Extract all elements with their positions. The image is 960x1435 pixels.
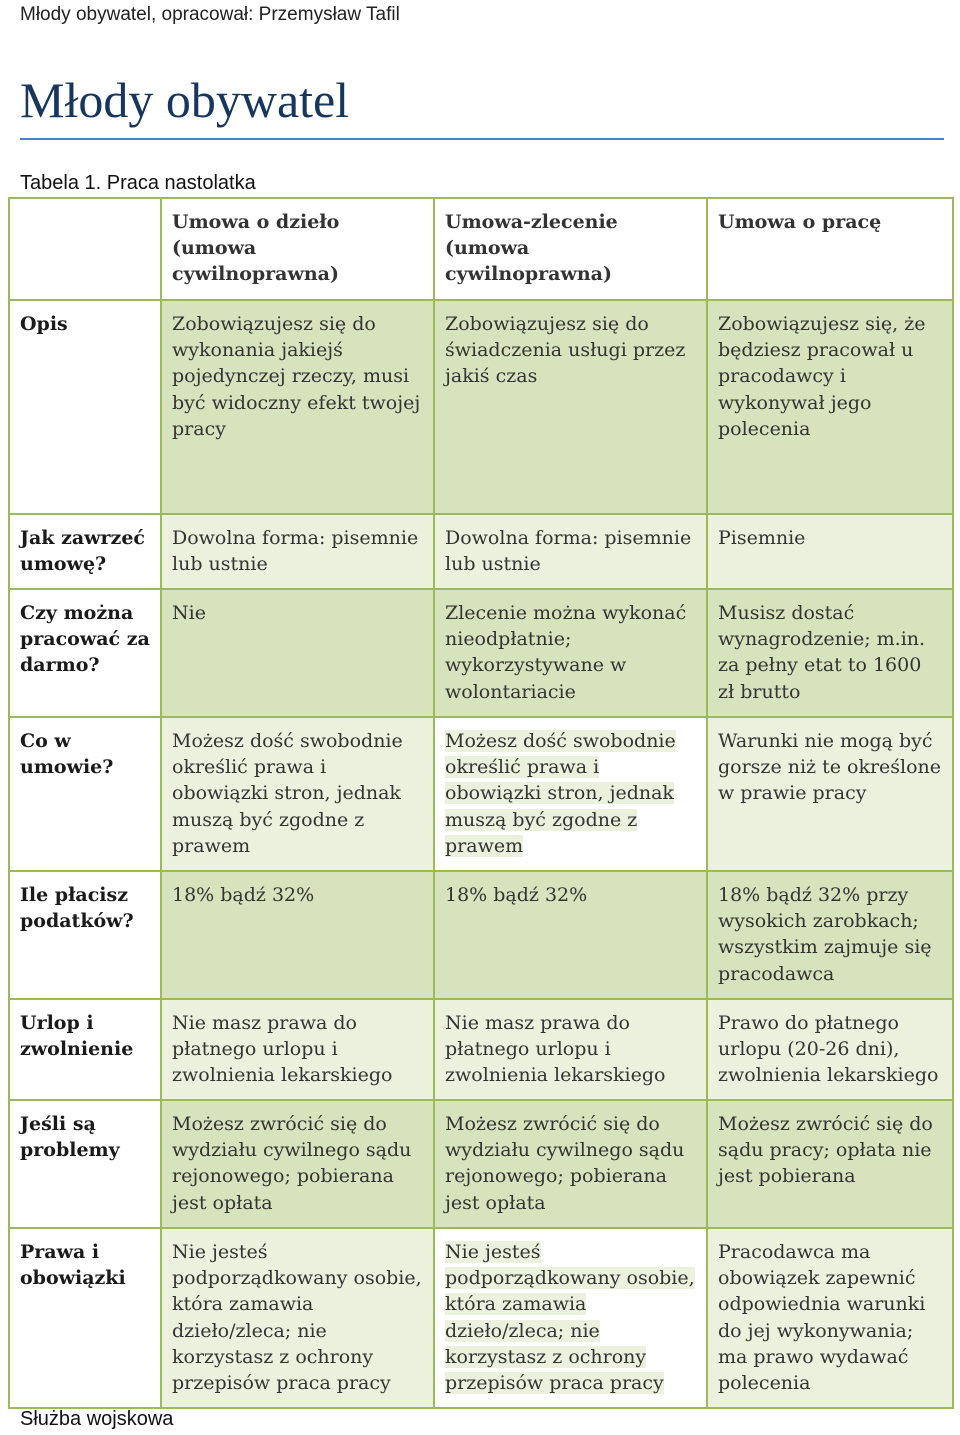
table-row-prawa: [9, 1228, 953, 1408]
row-header-opis: Opis: [9, 300, 161, 514]
cell-opis-praca: Zobowiązujesz się, że będziesz pracował u pracodawcy i wykonywał jego polecenia: [707, 300, 953, 514]
cell-prawa-zlecenie-text: Nie jesteś podporządkowany osobie, która zamawia dzieło/zleca; nie korzystasz z ochrony przepisów praca pracy: [445, 1241, 695, 1395]
row-header-jak-zawrzec: Jak zawrzeć umowę?: [9, 514, 161, 589]
cell-zawrzec-dzielo: Dowolna forma: pisemnie lub ustnie: [161, 514, 434, 589]
table-header-row: [9, 198, 953, 300]
next-section-heading: Służba wojskowa: [20, 1408, 174, 1430]
cell-opis-dzielo: Zobowiązujesz się do wykonania jakiejś pojedynczej rzeczy, musi być widoczny efekt twojej pracy: [161, 300, 434, 514]
cell-umowa-dzielo: Możesz dość swobodnie określić prawa i obowiązki stron, jednak muszą być zgodne z prawem: [161, 717, 434, 871]
cell-urlop-praca: Prawo do płatnego urlopu (20-26 dni), zwolnienia lekarskiego: [707, 999, 953, 1100]
column-header-umowa-o-dzielo: Umowa o dzieło (umowa cywilnoprawna): [161, 198, 434, 300]
cell-umowa-zlecenie-text: Możesz dość swobodnie określić prawa i obowiązki stron, jednak muszą być zgodne z prawem: [445, 730, 676, 857]
row-header-za-darmo: Czy można pracować za darmo?: [9, 589, 161, 717]
table-caption: Tabela 1. Praca nastolatka: [20, 172, 256, 194]
cell-podatki-zlecenie: 18% bądź 32%: [434, 871, 707, 999]
row-header-podatki: Ile płacisz podatków?: [9, 871, 161, 999]
table-row-za-darmo: [9, 589, 953, 717]
row-header-co-w-umowie: Co w umowie?: [9, 717, 161, 871]
cell-zawrzec-praca: Pisemnie: [707, 514, 953, 589]
cell-prawa-dzielo: Nie jesteś podporządkowany osobie, która zamawia dzieło/zleca; nie korzystasz z ochrony przepisów praca pracy: [161, 1228, 434, 1408]
cell-prawa-zlecenie: [434, 1228, 707, 1408]
cell-darmo-praca: Musisz dostać wynagrodzenie; m.in. za pełny etat to 1600 zł brutto: [707, 589, 953, 717]
header-corner-cell: [9, 198, 161, 300]
table-row-urlop: [9, 999, 953, 1100]
row-header-problemy: Jeśli są problemy: [9, 1100, 161, 1228]
cell-opis-zlecenie: Zobowiązujesz się do świadczenia usługi przez jakiś czas: [434, 300, 707, 514]
column-header-umowa-o-prace: Umowa o pracę: [707, 198, 953, 300]
cell-darmo-zlecenie: Zlecenie można wykonać nieodpłatnie; wykorzystywane w wolontariacie: [434, 589, 707, 717]
table-row-opis: [9, 300, 953, 514]
cell-darmo-dzielo: Nie: [161, 589, 434, 717]
cell-podatki-dzielo: 18% bądź 32%: [161, 871, 434, 999]
title-underline: [20, 138, 944, 140]
cell-problemy-praca: Możesz zwrócić się do sądu pracy; opłata nie jest pobierana: [707, 1100, 953, 1228]
cell-zawrzec-zlecenie: Dowolna forma: pisemnie lub ustnie: [434, 514, 707, 589]
cell-umowa-zlecenie: [434, 717, 707, 871]
row-header-prawa: Prawa i obowiązki: [9, 1228, 161, 1408]
document-title: Młody obywatel: [20, 72, 350, 128]
cell-urlop-zlecenie: Nie masz prawa do płatnego urlopu i zwolnienia lekarskiego: [434, 999, 707, 1100]
cell-prawa-praca: Pracodawca ma obowiązek zapewnić odpowiednia warunki do jej wykonywania; ma prawo wydawać polecenia: [707, 1228, 953, 1408]
table-row-problemy: [9, 1100, 953, 1228]
cell-umowa-praca: Warunki nie mogą być gorsze niż te określone w prawie pracy: [707, 717, 953, 871]
cell-podatki-praca: 18% bądź 32% przy wysokich zarobkach; wszystkim zajmuje się pracodawca: [707, 871, 953, 999]
table-row-co-w-umowie: [9, 717, 953, 871]
contracts-comparison-table: [8, 197, 954, 1409]
table-row-jak-zawrzec: [9, 514, 953, 589]
cell-problemy-dzielo: Możesz zwrócić się do wydziału cywilnego sądu rejonowego; pobierana jest opłata: [161, 1100, 434, 1228]
table-row-podatki: [9, 871, 953, 999]
row-header-urlop: Urlop i zwolnienie: [9, 999, 161, 1100]
running-header: Młody obywatel, opracował: Przemysław Tafil: [20, 4, 400, 25]
column-header-umowa-zlecenie: Umowa-zlecenie (umowa cywilnoprawna): [434, 198, 707, 300]
cell-urlop-dzielo: Nie masz prawa do płatnego urlopu i zwolnienia lekarskiego: [161, 999, 434, 1100]
cell-problemy-zlecenie: Możesz zwrócić się do wydziału cywilnego sądu rejonowego; pobierana jest opłata: [434, 1100, 707, 1228]
